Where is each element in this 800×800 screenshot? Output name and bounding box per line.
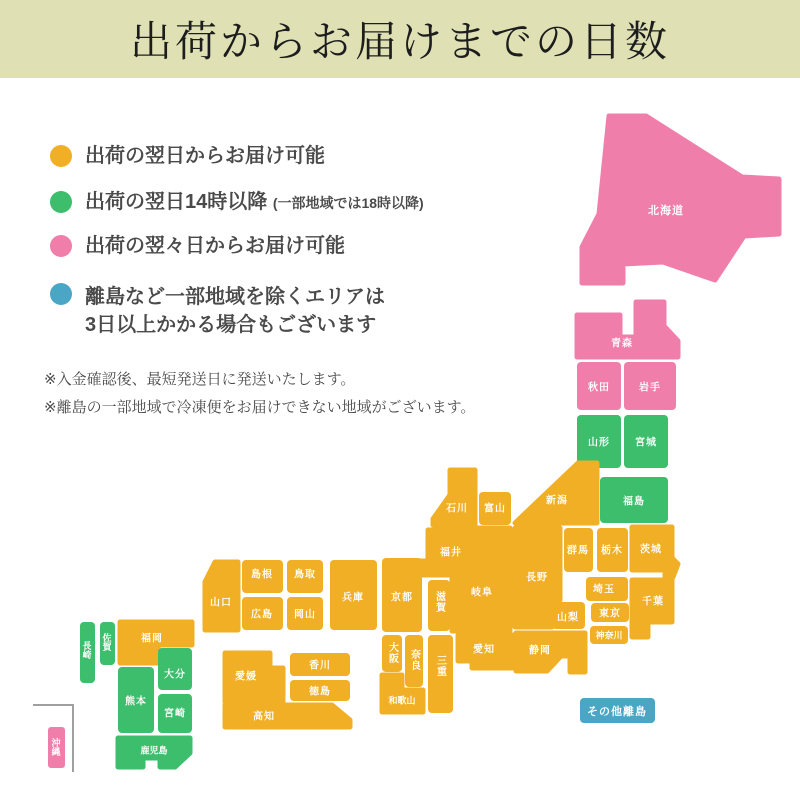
pref-chiba-shape xyxy=(632,580,672,637)
legend-text-next-day: 出荷の翌日からお届け可能 xyxy=(85,145,325,167)
label-akita: 秋田 xyxy=(588,382,610,394)
label-tokushima: 徳島 xyxy=(309,686,331,698)
label-mie: 三重 xyxy=(434,655,446,677)
label-nagasaki: 長崎 xyxy=(81,641,92,659)
label-yamaguchi: 山口 xyxy=(210,597,232,609)
label-kyoto: 京都 xyxy=(391,592,413,604)
label-aichi: 愛知 xyxy=(473,644,495,656)
label-other-islands: その他離島 xyxy=(587,706,647,718)
note-payment: ※入金確認後、最短発送日に発送いたします。 xyxy=(44,371,356,388)
label-nara: 奈良 xyxy=(408,649,420,671)
legend-text-three-plus-days: 離島など一部地域を除くエリアは 3日以上かかる場合もございます xyxy=(85,286,385,336)
label-hiroshima: 広島 xyxy=(251,609,273,621)
label-saga: 佐賀 xyxy=(101,633,112,651)
label-yamanashi: 山梨 xyxy=(557,612,579,624)
label-kagoshima: 鹿児島 xyxy=(140,745,168,756)
label-fukushima: 福島 xyxy=(623,496,645,508)
label-okinawa: 沖縄 xyxy=(50,738,61,756)
label-kanagawa: 神奈川 xyxy=(595,630,623,641)
label-osaka: 大阪 xyxy=(386,642,398,664)
label-shiga: 滋賀 xyxy=(433,591,445,613)
label-wakayama: 和歌山 xyxy=(388,695,416,706)
label-kochi: 高知 xyxy=(253,711,275,723)
legend-text-next-day-14: 出荷の翌日14時以降 (一部地域では18時以降) xyxy=(85,191,424,213)
pref-ishikawa-shape xyxy=(433,470,475,525)
label-kumamoto: 熊本 xyxy=(125,696,147,708)
label-tokyo: 東京 xyxy=(599,608,621,620)
label-ishikawa: 石川 xyxy=(446,503,468,515)
label-yamagata: 山形 xyxy=(588,437,610,449)
pref-kochi-shape xyxy=(225,705,350,727)
legend-text-two-days: 出荷の翌々日からお届け可能 xyxy=(85,235,345,257)
label-miyagi: 宮城 xyxy=(635,437,657,449)
label-gifu: 岐阜 xyxy=(471,587,493,599)
label-okayama: 岡山 xyxy=(294,609,316,621)
label-saitama: 埼玉 xyxy=(593,584,615,596)
label-nagano: 長野 xyxy=(526,572,548,584)
label-miyazaki: 宮崎 xyxy=(164,708,186,720)
label-toyama: 富山 xyxy=(484,503,506,515)
label-tochigi: 栃木 xyxy=(601,545,623,557)
label-tottori: 鳥取 xyxy=(294,569,316,581)
legend-text-next-day-14-suffix: (一部地域では18時以降) xyxy=(272,195,424,211)
label-kagawa: 香川 xyxy=(309,660,331,672)
label-shizuoka: 静岡 xyxy=(529,645,551,657)
label-fukui: 福井 xyxy=(440,547,462,559)
label-oita: 大分 xyxy=(164,669,186,681)
pref-hokkaido-shape xyxy=(582,116,779,283)
page-title: 出荷からお届けまでの日数 xyxy=(129,20,670,66)
label-hyogo: 兵庫 xyxy=(342,592,364,604)
label-hokkaido: 北海道 xyxy=(648,205,684,217)
label-shimane: 島根 xyxy=(251,569,273,581)
label-fukuoka: 福岡 xyxy=(141,633,163,645)
label-gunma: 群馬 xyxy=(567,545,589,557)
label-iwate: 岩手 xyxy=(639,382,661,394)
label-ehime: 愛媛 xyxy=(235,671,257,683)
label-aomori: 青森 xyxy=(611,338,633,350)
label-chiba: 千葉 xyxy=(642,596,664,608)
label-niigata: 新潟 xyxy=(546,495,568,507)
note-remote-islands: ※離島の一部地域で冷凍便をお届けできない地域がございます。 xyxy=(44,399,476,416)
label-ibaraki: 茨城 xyxy=(640,544,662,556)
